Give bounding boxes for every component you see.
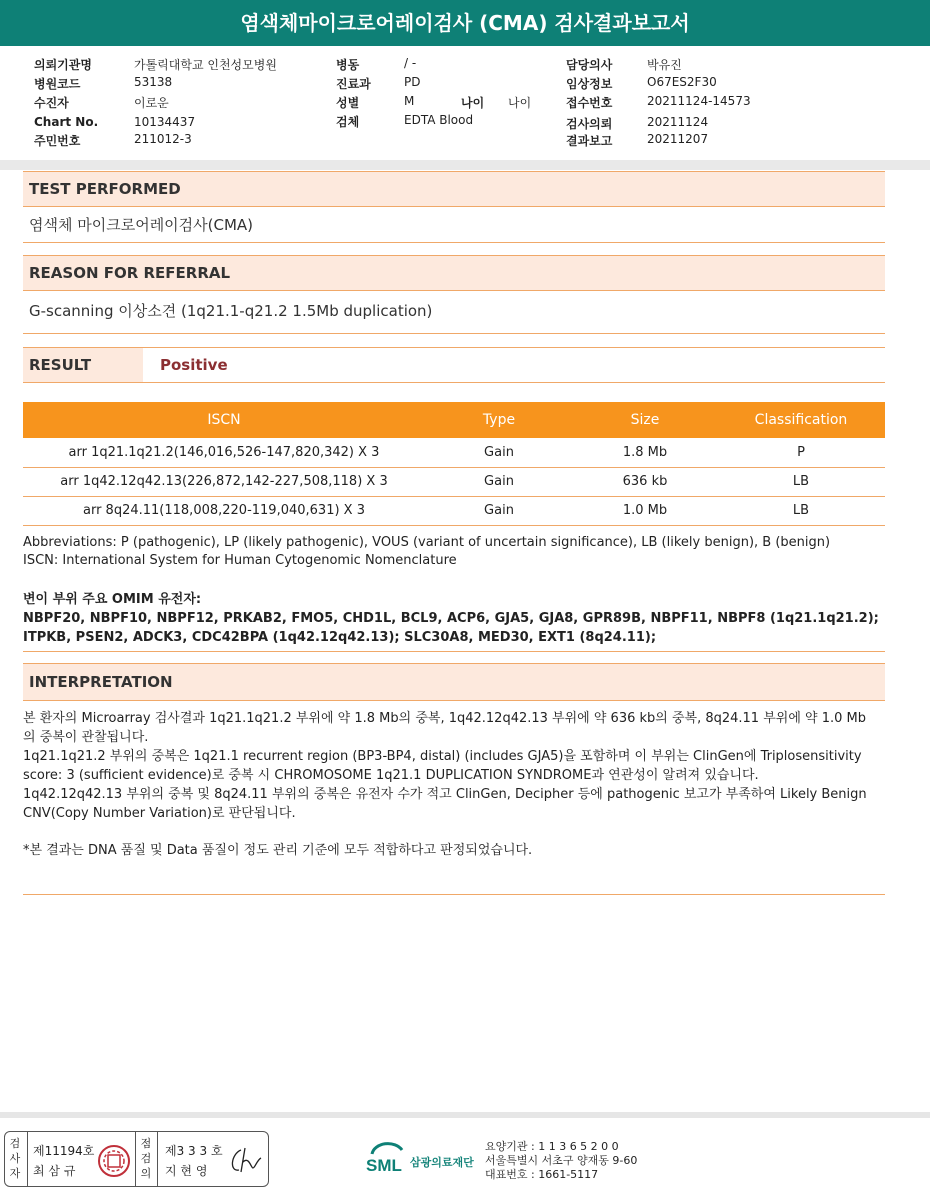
iscn-definition: ISCN: International System for Human Cytogenomic Nomenclature [23, 553, 457, 568]
abbreviations-line: Abbreviations: P (pathogenic), LP (likely pathogenic), VOUS (variant of uncertain significance), LB (likely benign), B (benign) [23, 535, 831, 550]
receipt-value: 20211124-14573 [647, 94, 751, 108]
interpretation-paragraph: 1q21.1q21.2 부위의 중복은 1q21.1 recurrent region (BP3-BP4, distal) (includes GJA5)을 포함하며 이 부위는 ClinGen에 Triplosensitivity score: 3 (sufficient evidence)로 중복 시 CHROMOSOME 1q21.1 DUPLICATION SYNDROME과 연관성이 알려져 있습니다. [23, 749, 862, 783]
reviewer-number: 제3 3 3 호 [165, 1144, 223, 1158]
examiner-label: 검사자 [9, 1137, 21, 1180]
sex-label: 성별 [336, 96, 360, 110]
omim-gene-list: NBPF20, NBPF10, NBPF12, PRKAB2, FMO5, CHD1L, BCL9, ACP6, GJA5, GJA8, GPR89B, NBPF11, NBPF8 (1q21.1q21.2); ITPKB, PSEN2, ADCK3, CDC42BPA (1q42.12q42.13); SLC30A8, MED30, EXT1 (8q24.11); [23, 611, 879, 645]
cell-size: 1.8 Mb [573, 438, 717, 467]
table-header-row [23, 402, 885, 438]
org-contact [485, 1140, 637, 1182]
report-date-label: 결과보고 [566, 134, 613, 148]
table-row [23, 496, 885, 525]
age-label: 나이 [461, 96, 485, 110]
clinical-label: 임상정보 [566, 77, 613, 91]
cell-classification: LB [717, 496, 885, 525]
patient-info [0, 54, 930, 154]
specimen-value: EDTA Blood [404, 113, 474, 127]
referral-text: G-scanning 이상소견 (1q21.1-q21.2 1.5Mb duplication) [23, 291, 885, 334]
signature-box [4, 1131, 269, 1187]
sml-logo-mark-icon [366, 1138, 408, 1178]
org-code: 요양기관 : 1 1 3 6 5 2 0 0 [485, 1140, 619, 1153]
col-header-type: Type [425, 402, 573, 438]
reviewer-label: 점검의 [140, 1137, 152, 1180]
cell-size: 636 kb [573, 467, 717, 496]
chart-value: 10134437 [134, 115, 196, 129]
test-performed-heading: TEST PERFORMED [23, 171, 885, 207]
abbreviations [23, 534, 893, 570]
req-date-value: 20211124 [647, 115, 709, 129]
interpretation-paragraph: 1q42.12q42.13 부위의 중복 및 8q24.11 부위의 중복은 유전자 수가 적고 ClinGen, Decipher 등에 pathogenic 보고가 부족하여 Likely Benign CNV(Copy Number Variation)로 판단됩니다. [23, 787, 867, 821]
reviewer-signature-icon [227, 1146, 263, 1176]
patient-label: 수진자 [34, 96, 69, 110]
sex-value: M [404, 94, 415, 108]
ward-label: 병동 [336, 58, 360, 72]
hospital-code-value: 53138 [134, 75, 173, 89]
dept-label: 진료과 [336, 77, 371, 91]
examiner-seal-icon [97, 1144, 131, 1178]
ward-value: / - [404, 56, 417, 70]
cell-iscn: arr 1q21.1q21.2(146,016,526-147,820,342) X 3 [23, 438, 425, 467]
omim-heading: 변이 부위 주요 OMIM 유전자: [23, 592, 202, 607]
examiner-number: 제11194호 [33, 1144, 95, 1158]
org-phone: 대표번호 : 1661-5117 [485, 1168, 599, 1181]
id-label: 주민번호 [34, 134, 81, 148]
cell-type: Gain [425, 467, 573, 496]
table-row [23, 438, 885, 467]
referral-heading: REASON FOR REFERRAL [23, 255, 885, 291]
result-value: Positive [160, 356, 228, 374]
report-title: 염색체마이크로어레이검사 (CMA) 검사결과보고서 [0, 0, 930, 46]
col-header-iscn: ISCN [23, 402, 425, 438]
interpretation-divider [23, 894, 885, 895]
age-value: 나이 [508, 96, 532, 110]
cell-classification: P [717, 438, 885, 467]
footer-divider [0, 1112, 930, 1118]
report-date-value: 20211207 [647, 132, 709, 146]
specimen-label: 검체 [336, 115, 360, 129]
sml-logo [366, 1138, 486, 1178]
clinical-value: O67ES2F30 [647, 75, 717, 89]
requester-value: 가톨릭대학교 인천성모병원 [134, 58, 277, 72]
table-row [23, 467, 885, 496]
reviewer-name: 지 현 영 [165, 1164, 208, 1178]
patient-value: 이로운 [134, 96, 169, 110]
doctor-label: 담당의사 [566, 58, 613, 72]
iscn-table [23, 402, 885, 526]
requester-label: 의뢰기관명 [34, 58, 92, 72]
req-date-label: 검사의뢰 [566, 117, 613, 131]
org-address: 서울특별시 서초구 양재동 9-60 [485, 1154, 638, 1167]
omim-divider [23, 651, 885, 652]
test-performed-text: 염색체 마이크로어레이검사(CMA) [23, 207, 885, 243]
cell-type: Gain [425, 438, 573, 467]
cell-size: 1.0 Mb [573, 496, 717, 525]
cell-type: Gain [425, 496, 573, 525]
header-divider [0, 160, 930, 170]
cell-classification: LB [717, 467, 885, 496]
interpretation-body [23, 709, 873, 860]
omim-genes [23, 590, 893, 647]
cell-iscn: arr 1q42.12q42.13(226,872,142-227,508,118) X 3 [23, 467, 425, 496]
examiner-name: 최 삼 규 [33, 1164, 76, 1178]
quality-note: *본 결과는 DNA 품질 및 Data 품질이 정도 관리 기준에 모두 적합하다고 판정되었습니다. [23, 843, 533, 858]
col-header-size: Size [573, 402, 717, 438]
id-value: 211012-3 [134, 132, 192, 146]
org-name: 삼광의료재단 [410, 1156, 474, 1169]
sml-logo-text: SML [366, 1156, 402, 1175]
interpretation-heading: INTERPRETATION [23, 663, 885, 701]
result-label: RESULT [23, 348, 143, 382]
hospital-code-label: 병원코드 [34, 77, 81, 91]
result-row [23, 347, 885, 383]
doctor-value: 박유진 [647, 58, 682, 72]
receipt-label: 접수번호 [566, 96, 613, 110]
cell-iscn: arr 8q24.11(118,008,220-119,040,631) X 3 [23, 496, 425, 525]
interpretation-paragraph: 본 환자의 Microarray 검사결과 1q21.1q21.2 부위에 약 1.8 Mb의 중복, 1q42.12q42.13 부위에 약 636 kb의 중복, 8q24.11 부위에 약 1.0 Mb의 중복이 관찰됩니다. [23, 711, 866, 745]
dept-value: PD [404, 75, 421, 89]
chart-label: Chart No. [34, 115, 99, 129]
col-header-classification: Classification [717, 402, 885, 438]
